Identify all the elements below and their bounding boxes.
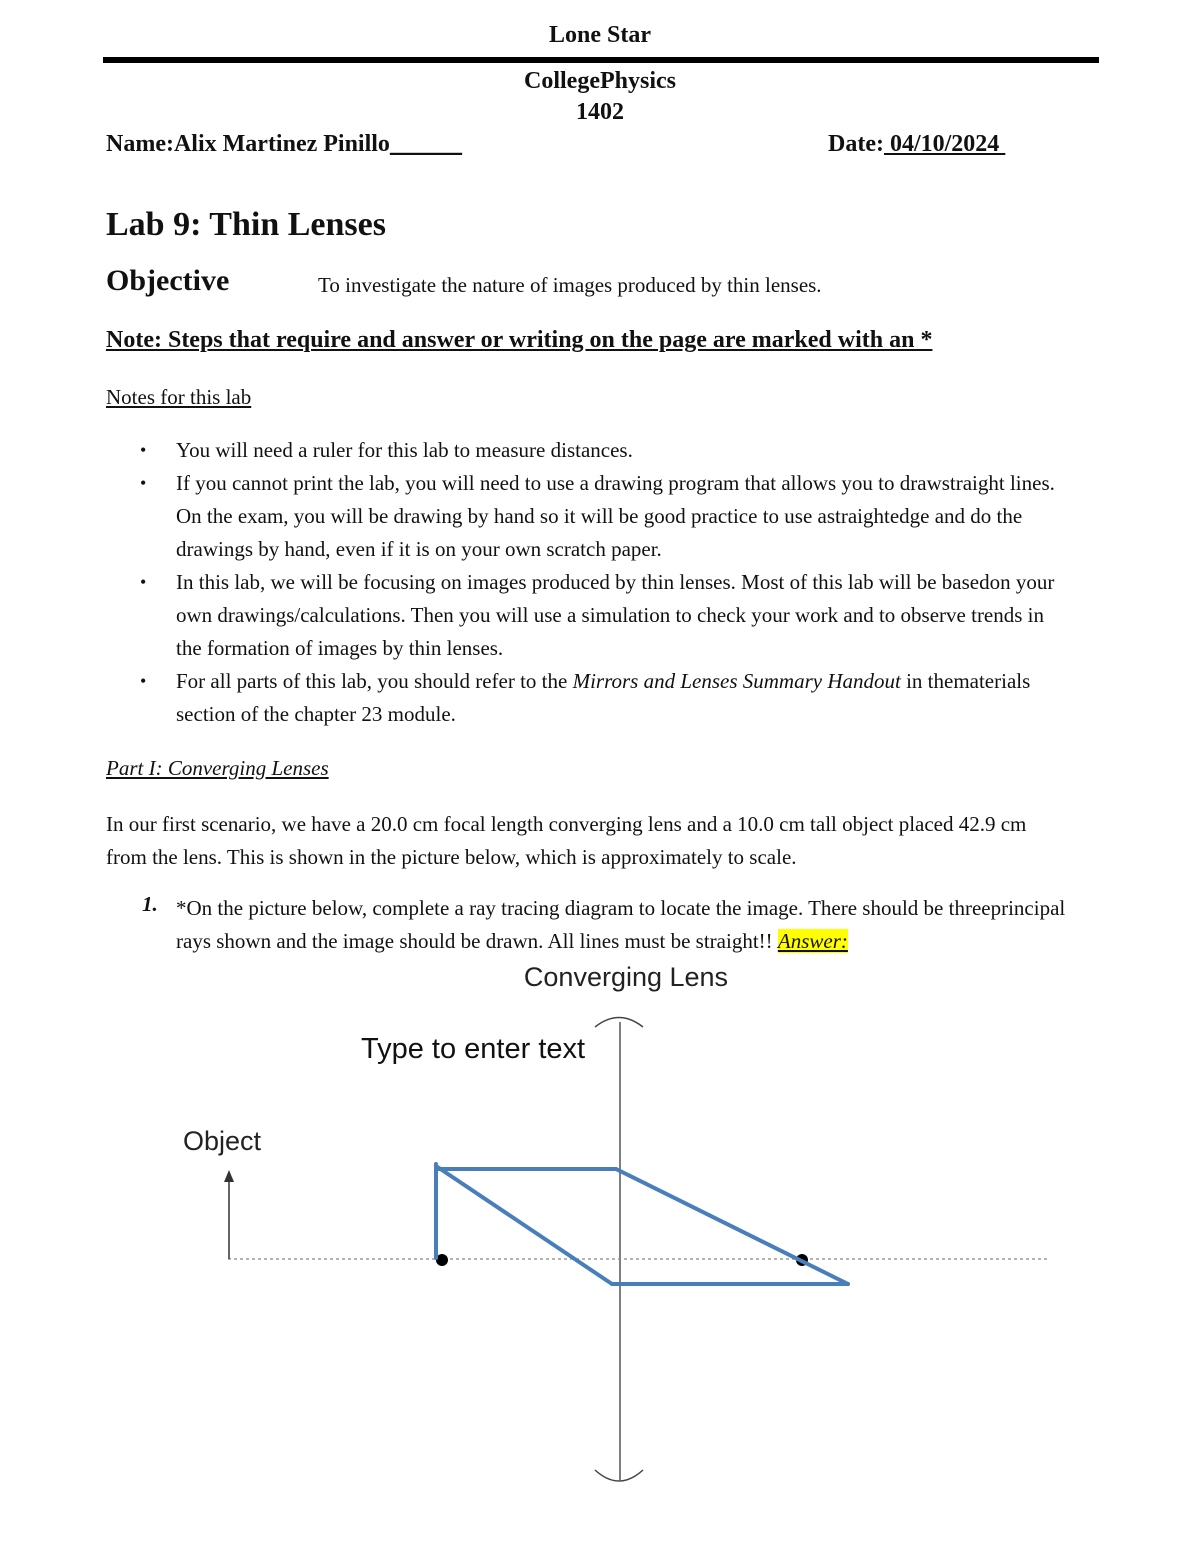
question-body: *On the picture below, complete a ray tracing diagram to locate the image. There should be threeprincipal rays shown and the image should be drawn. All lines must be straight!! — [176, 896, 1066, 953]
name-line — [106, 131, 462, 158]
list-item — [140, 467, 1060, 566]
name-value: Alix Martinez Pinillo — [173, 131, 390, 157]
textbox-placeholder[interactable]: Type to enter text — [361, 1033, 586, 1065]
name-label: Name: — [106, 131, 174, 157]
list-item — [140, 665, 1060, 731]
course-title — [0, 66, 1200, 128]
bullet-text-end: in thematerials section of the chapter 23 module. — [176, 669, 1031, 726]
objective-text: To investigate the nature of images produced by thin lenses. — [318, 273, 822, 297]
note-heading: Note: Steps that require and answer or writing on the page are marked with an * — [106, 327, 933, 353]
bullet-icon: • — [140, 671, 147, 691]
bullet-text: For all parts of this lab, you should refer to the — [176, 669, 573, 693]
header-rule — [103, 57, 1099, 63]
list-item — [140, 434, 1060, 467]
list-item — [140, 566, 1060, 665]
bullet-icon: • — [140, 440, 147, 460]
objective-label: Objective — [106, 264, 230, 297]
bullet-text: In this lab, we will be focusing on images produced by thin lenses. Most of this lab will be basedon your own drawings/calculations. Then you will use a simulation to check your work and to observe trends in the formation of images by thin lenses. — [176, 570, 1055, 660]
answer-label: Answer: — [777, 929, 848, 953]
scenario-text: In our first scenario, we have a 20.0 cm focal length converging lens and a 10.0 cm tall object placed 42.9 cm from the lens. This is shown in the picture below, which is approximately to scale. — [106, 812, 1027, 869]
date-label: Date: — [828, 131, 884, 157]
handout-title: Mirrors and Lenses Summary Handout — [572, 669, 901, 693]
lens-top-arc — [595, 1018, 643, 1028]
course-name: CollegePhysics — [524, 68, 676, 94]
notes-list — [140, 434, 1060, 731]
bullet-icon: • — [140, 572, 147, 592]
bullet-text: If you cannot print the lab, you will need to use a drawing program that allows you to drawstraight lines. On the exam, you will be drawing by hand so it will be good practice to use astraightedge and do the drawings by hand, even if it is on your own scratch paper. — [176, 471, 1055, 561]
question-number: 1. — [142, 892, 158, 916]
notes-heading: Notes for this lab — [106, 385, 252, 409]
lab-title: Lab 9: Thin Lenses — [106, 206, 386, 243]
diagram-title: Converging Lens — [523, 962, 729, 992]
bullet-text: You will need a ruler for this lab to measure distances. — [176, 438, 633, 462]
name-blank: ______ — [389, 131, 462, 157]
ray-diagram — [0, 950, 1200, 1553]
header-title: Lone Star — [549, 22, 651, 48]
focal-ray — [436, 1166, 612, 1284]
object-label: Object — [183, 1126, 262, 1156]
part1-heading: Part I: Converging Lenses — [106, 756, 329, 780]
lens-bottom-arc — [595, 1470, 643, 1481]
refracted-ray — [616, 1169, 848, 1284]
drawn-rays — [436, 1164, 848, 1284]
date-value: 04/10/2024 — [883, 131, 1006, 157]
course-number: 1402 — [576, 99, 624, 125]
object-arrow-head — [224, 1170, 234, 1182]
question-text — [176, 892, 1076, 958]
date-line — [828, 131, 1005, 158]
bullet-icon: • — [140, 473, 147, 493]
